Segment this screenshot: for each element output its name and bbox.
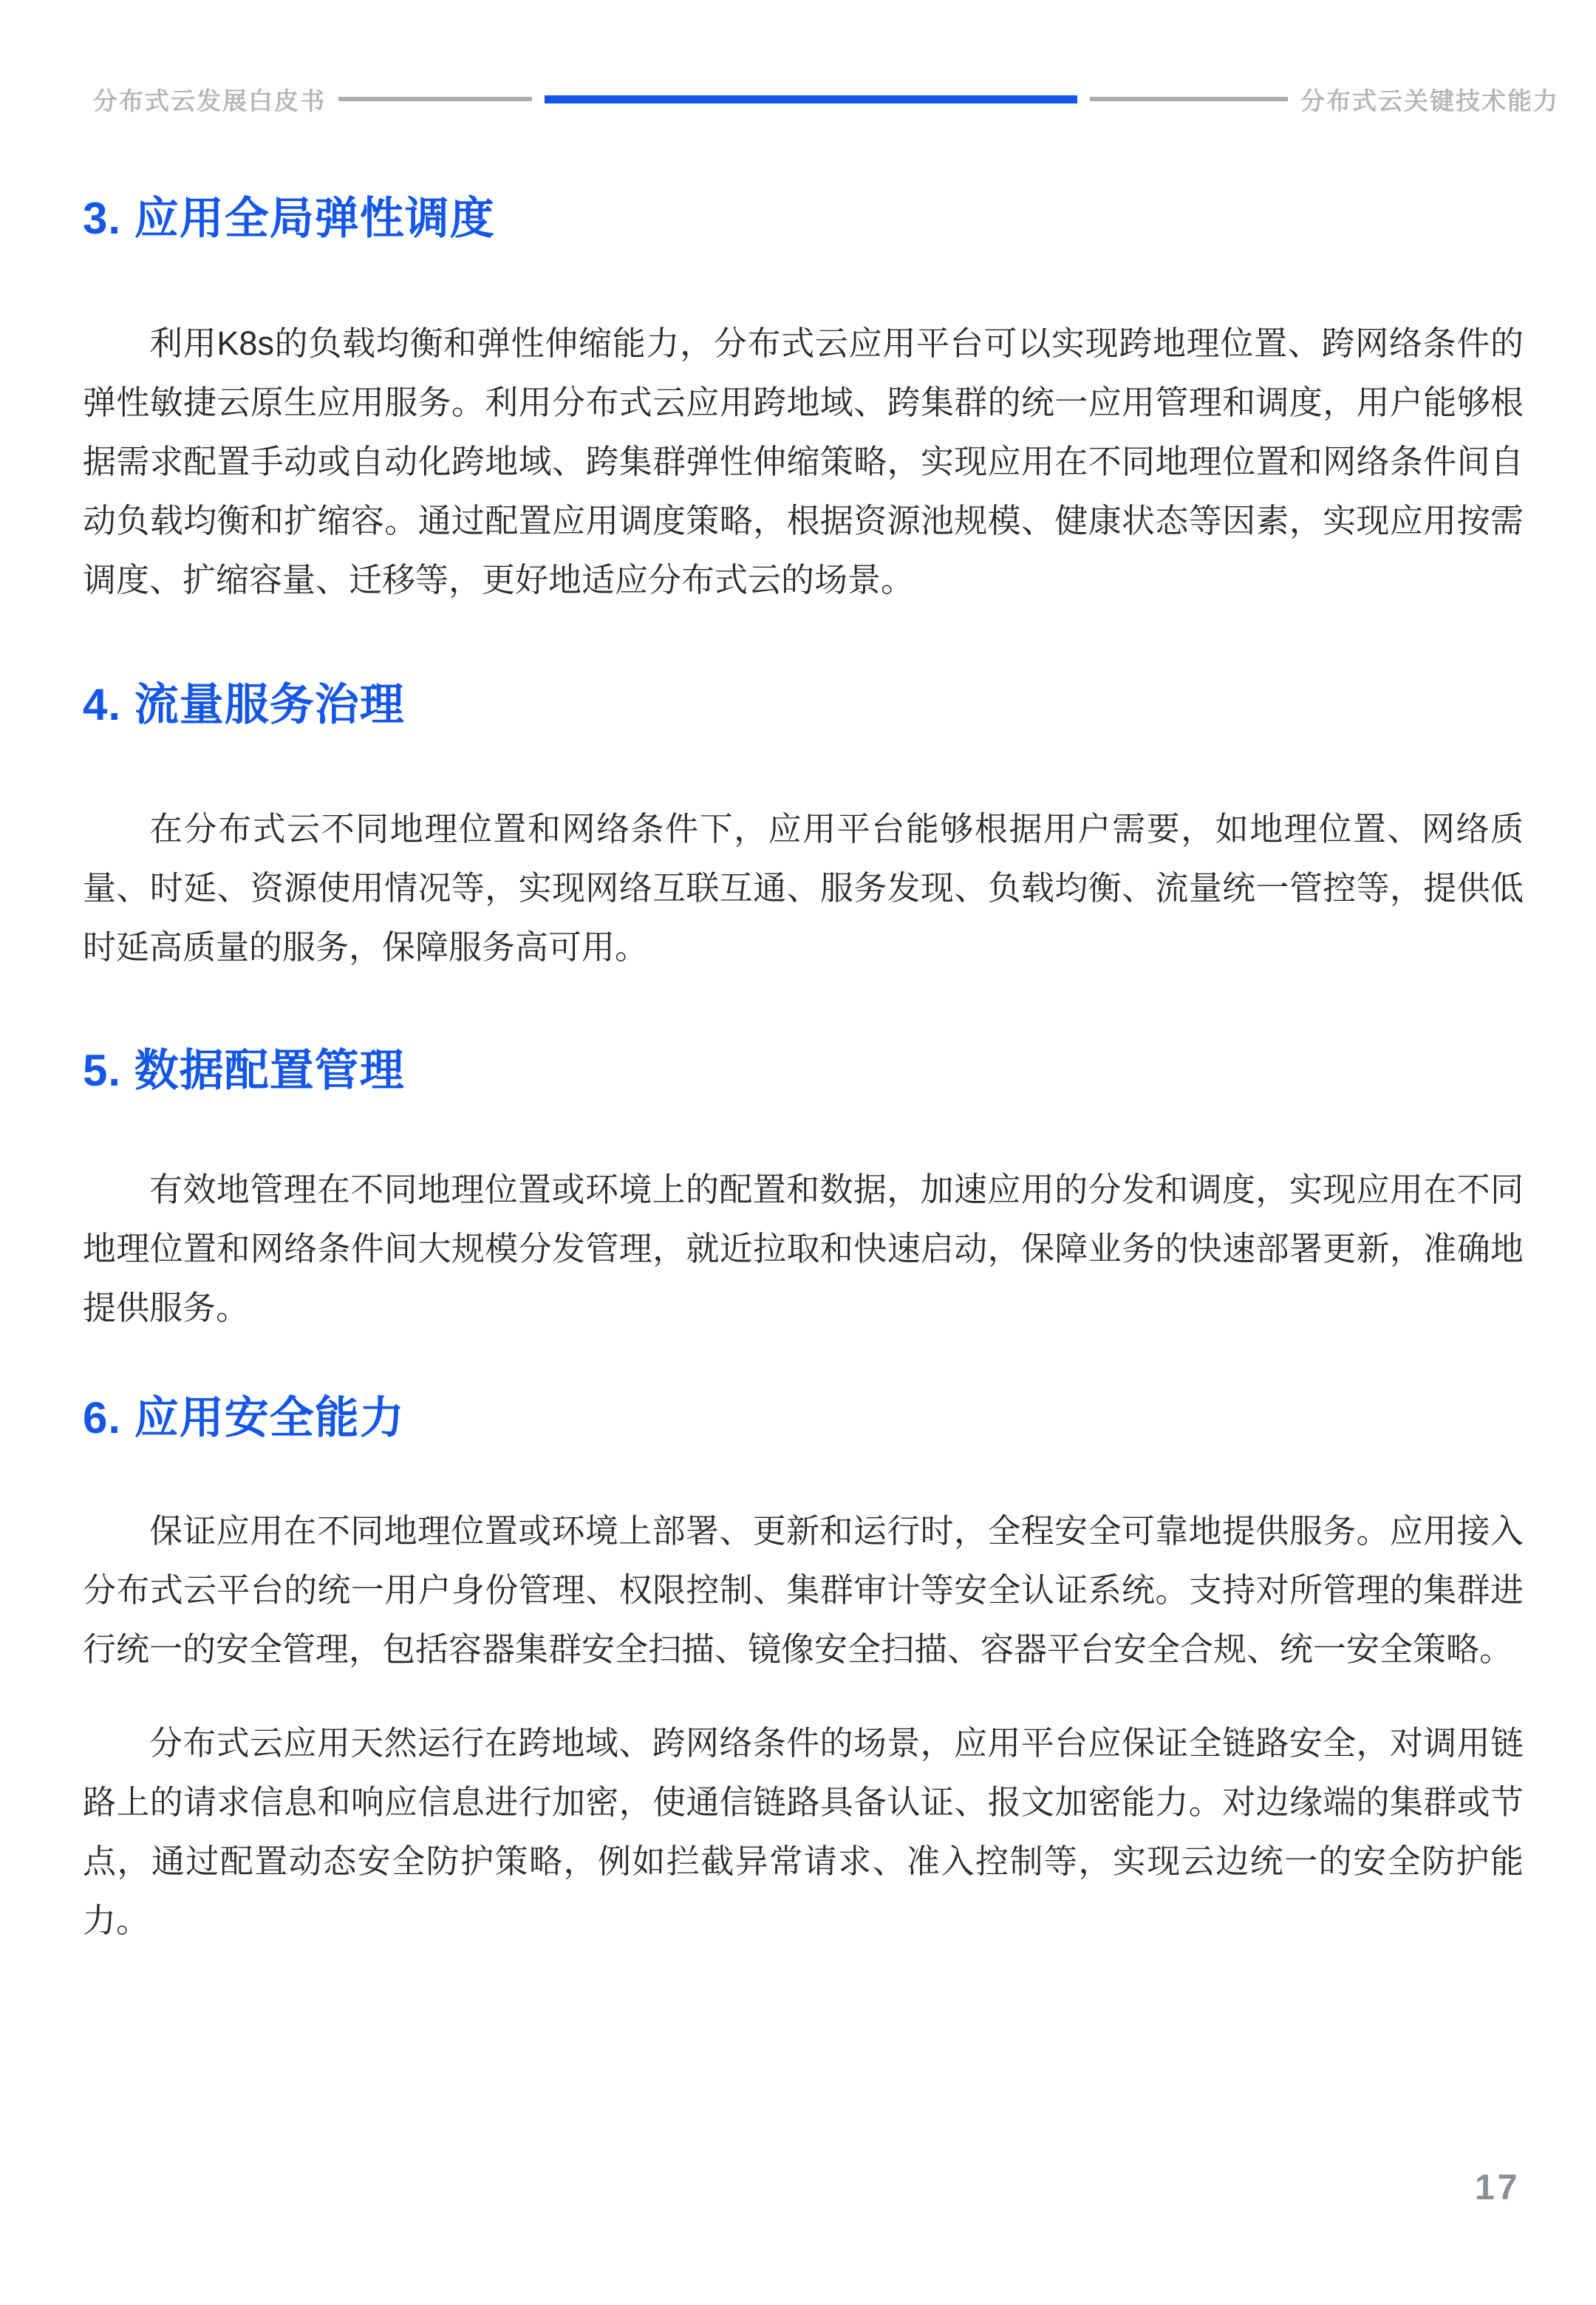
section-3-heading: 3. 应用全局弹性调度 (83, 194, 495, 243)
header-divider-line-left (338, 97, 532, 101)
header-divider-line-right (1090, 97, 1288, 101)
section-4-heading: 4. 流量服务治理 (83, 680, 405, 729)
section-3-paragraph: 利用K8s的负载均衡和弹性伸缩能力，分布式云应用平台可以实现跨地理位置、跨网络条件的弹性敏捷云原生应用服务。利用分布式云应用跨地域、跨集群的统一应用管理和调度，用户能够根据需求配置手动或自动化跨地域、跨集群弹性伸缩策略，实现应用在不同地理位置和网络条件间自动负载均衡和扩缩容。通过配置应用调度策略，根据资源池规模、健康状态等因素，实现应用按需调度、扩缩容量、迁移等，更好地适应分布式云的场景。 (83, 324, 1524, 599)
header-left-title: 分布式云发展白皮书 (93, 86, 326, 115)
page-number: 17 (1475, 2168, 1521, 2207)
page-header (93, 76, 1559, 122)
header-right-title: 分布式云关键技术能力 (1300, 86, 1559, 115)
section-5-paragraph: 有效地管理在不同地理位置或环境上的配置和数据，加速应用的分发和调度，实现应用在不同地理位置和网络条件间大规模分发管理，就近拉取和快速启动，保障业务的快速部署更新，准确地提供服务。 (83, 1171, 1524, 1327)
section-6-heading: 6. 应用安全能力 (83, 1393, 405, 1443)
section-6-paragraph-2: 分布式云应用天然运行在跨地域、跨网络条件的场景，应用平台应保证全链路安全，对调用链路上的请求信息和响应信息进行加密，使通信链路具备认证、报文加密能力。对边缘端的集群或节点，通过配置动态安全防护策略，例如拦截异常请求、准入控制等，实现云边统一的安全防护能力。 (83, 1724, 1524, 1939)
section-4-paragraph: 在分布式云不同地理位置和网络条件下，应用平台能够根据用户需要，如地理位置、网络质量、时延、资源使用情况等，实现网络互联互通、服务发现、负载均衡、流量统一管控等，提供低时延高质量的服务，保障服务高可用。 (83, 810, 1524, 966)
section-6-paragraph-1: 保证应用在不同地理位置或环境上部署、更新和运行时，全程安全可靠地提供服务。应用接入分布式云平台的统一用户身份管理、权限控制、集群审计等安全认证系统。支持对所管理的集群进行统一的安全管理，包括容器集群安全扫描、镜像安全扫描、容器平台安全合规、统一安全策略。 (83, 1512, 1524, 1668)
header-accent-line (545, 95, 1077, 103)
section-5-heading: 5. 数据配置管理 (83, 1046, 405, 1095)
